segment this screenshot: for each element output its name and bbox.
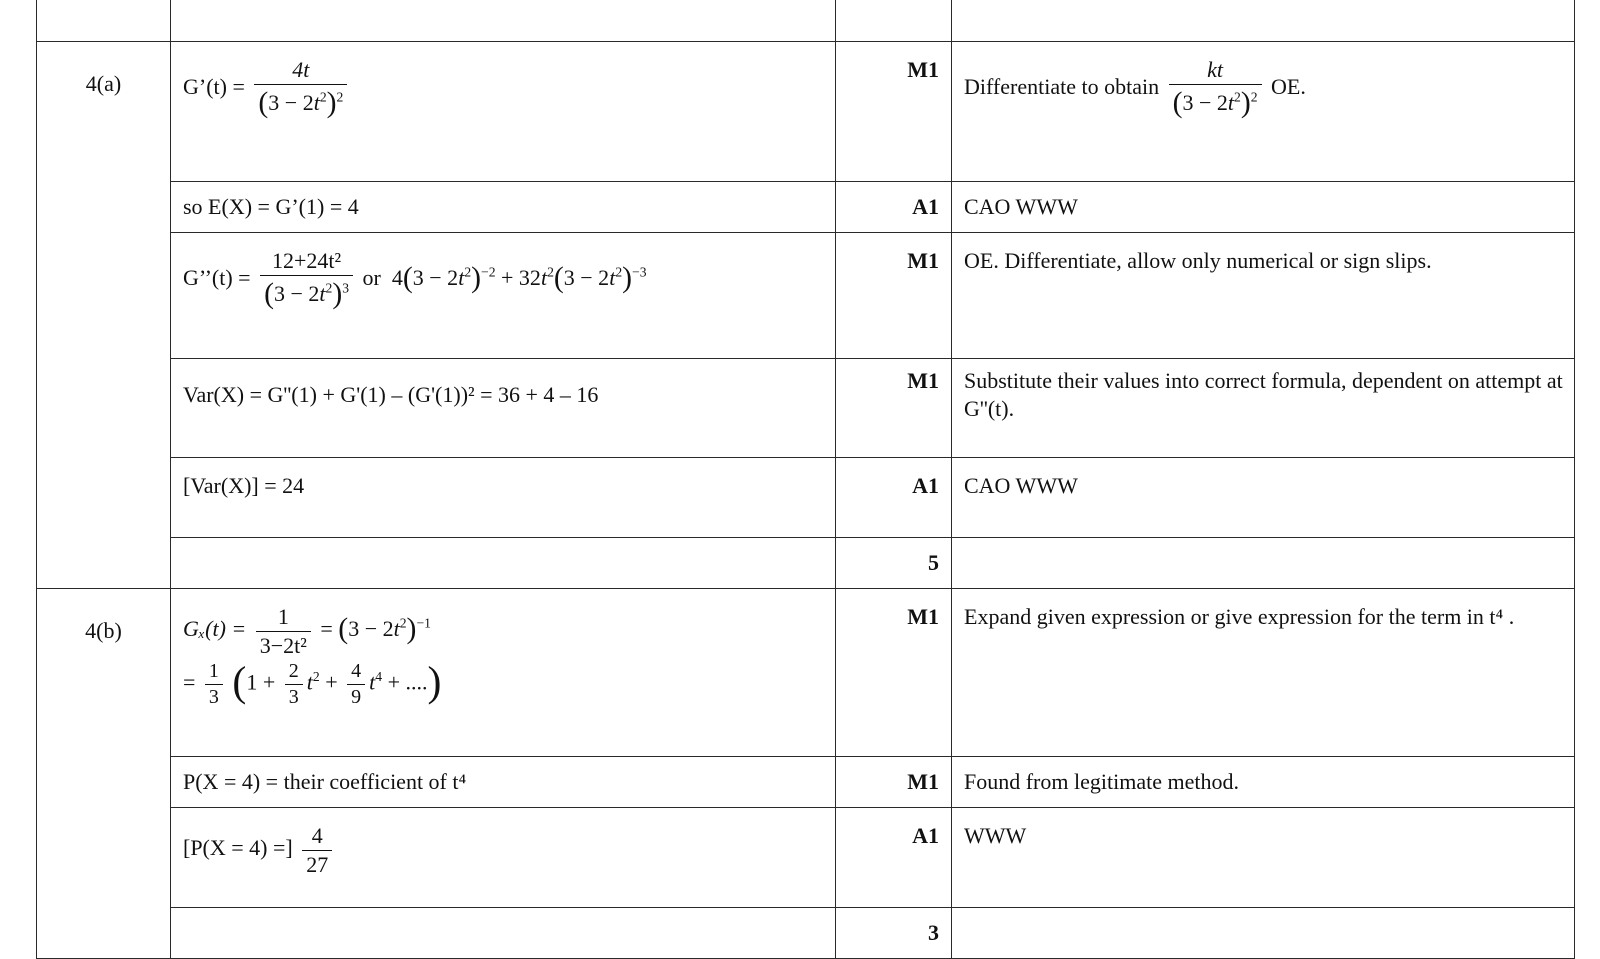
fraction: $\frac{1}{3}$: [205, 659, 223, 710]
answer-lhs: [P(X = 4) =]: [183, 835, 293, 861]
table-row: [37, 233, 1575, 359]
mark: M1: [836, 233, 952, 359]
table-row: [37, 589, 1575, 757]
mark: M1: [836, 359, 952, 458]
answer-cell: [Var(X)] = 24: [171, 458, 836, 538]
table-row: [37, 808, 1575, 908]
guidance-cell: Substitute their values into correct formula, dependent on attempt at G''(t).: [952, 359, 1575, 458]
mark: A1: [836, 182, 952, 233]
answer-lhs: Gₓ(t) =: [183, 616, 247, 642]
answer-cell: [171, 233, 836, 359]
total-marks: 5: [836, 538, 952, 589]
answer-line-1: [183, 603, 835, 659]
mark-scheme-table: [36, 0, 1575, 959]
fraction-numerator: 12+24t²: [260, 247, 353, 276]
fraction-denominator: 27: [306, 851, 329, 877]
answer-cell: so E(X) = G’(1) = 4: [171, 182, 836, 233]
fraction-denominator: $(3 - 2t^2)^2$: [258, 86, 344, 119]
fraction-denominator: 3−2t²: [259, 632, 307, 658]
table-row: [37, 757, 1575, 808]
fraction-numerator: 4: [302, 822, 332, 851]
table-row: [37, 42, 1575, 182]
mark: M1: [836, 42, 952, 182]
question-label: 4(b): [37, 589, 171, 959]
guidance-prefix: Differentiate to obtain: [964, 73, 1160, 99]
answer-cell: [171, 808, 836, 908]
fraction: $\frac{4}{9}$: [347, 659, 365, 710]
fraction-numerator: 4t: [254, 56, 347, 85]
equivalent-form: = $(3 - 2t^2)^{-1}$: [320, 613, 431, 646]
guidance-suffix: OE.: [1271, 73, 1306, 99]
answer-cell: Var(X) = G''(1) + G'(1) – (G'(1))² = 36 + 4 – 16: [171, 359, 836, 458]
answer-lhs: G’’(t) =: [183, 264, 251, 290]
mark: A1: [836, 808, 952, 908]
guidance-cell: [952, 42, 1575, 182]
table-row: [37, 182, 1575, 233]
guidance-cell: WWW: [952, 808, 1575, 908]
mark: M1: [836, 757, 952, 808]
total-marks: 3: [836, 908, 952, 959]
fraction-denominator: $(3 - 2t^2)^3$: [264, 277, 350, 310]
fraction-numerator: 1: [256, 603, 311, 632]
answer-line-2: = $\frac{1}{3}$ (1 + $\frac{2}{3}$ $t^2$ + $\frac{4}{9}$ $t^4$ + ....): [183, 659, 442, 708]
guidance-cell: CAO WWW: [952, 458, 1575, 538]
guidance-cell: CAO WWW: [952, 182, 1575, 233]
table-row: [37, 359, 1575, 458]
fraction: [260, 247, 353, 313]
answer-cell: [171, 589, 836, 757]
table-row: [37, 538, 1575, 589]
guidance-cell: Expand given expression or give expression for the term in t⁴ .: [952, 589, 1575, 757]
answer-cell: P(X = 4) = their coefficient of t⁴: [171, 757, 836, 808]
or-connector: or: [362, 264, 381, 290]
fraction-numerator: kt: [1169, 56, 1262, 85]
guidance-cell: Found from legitimate method.: [952, 757, 1575, 808]
table-row: [37, 458, 1575, 538]
mark: M1: [836, 589, 952, 757]
guidance-cell: OE. Differentiate, allow only numerical or sign slips.: [952, 233, 1575, 359]
fraction: $\frac{2}{3}$: [285, 659, 303, 710]
table-row: [37, 908, 1575, 959]
fraction: [256, 603, 311, 659]
answer-lhs: G’(t) =: [183, 73, 245, 99]
answer-cell: [171, 42, 836, 182]
fraction-denominator: $(3 - 2t^2)^2$: [1172, 86, 1258, 119]
fraction: [302, 822, 332, 878]
alternative-expression: $4(3 - 2t^2)^{-2} + 32t^2(3 - 2t^2)^{-3}$: [386, 261, 647, 294]
fraction: [1169, 56, 1262, 122]
fraction: [254, 56, 347, 122]
question-label: 4(a): [37, 42, 171, 589]
mark: A1: [836, 458, 952, 538]
